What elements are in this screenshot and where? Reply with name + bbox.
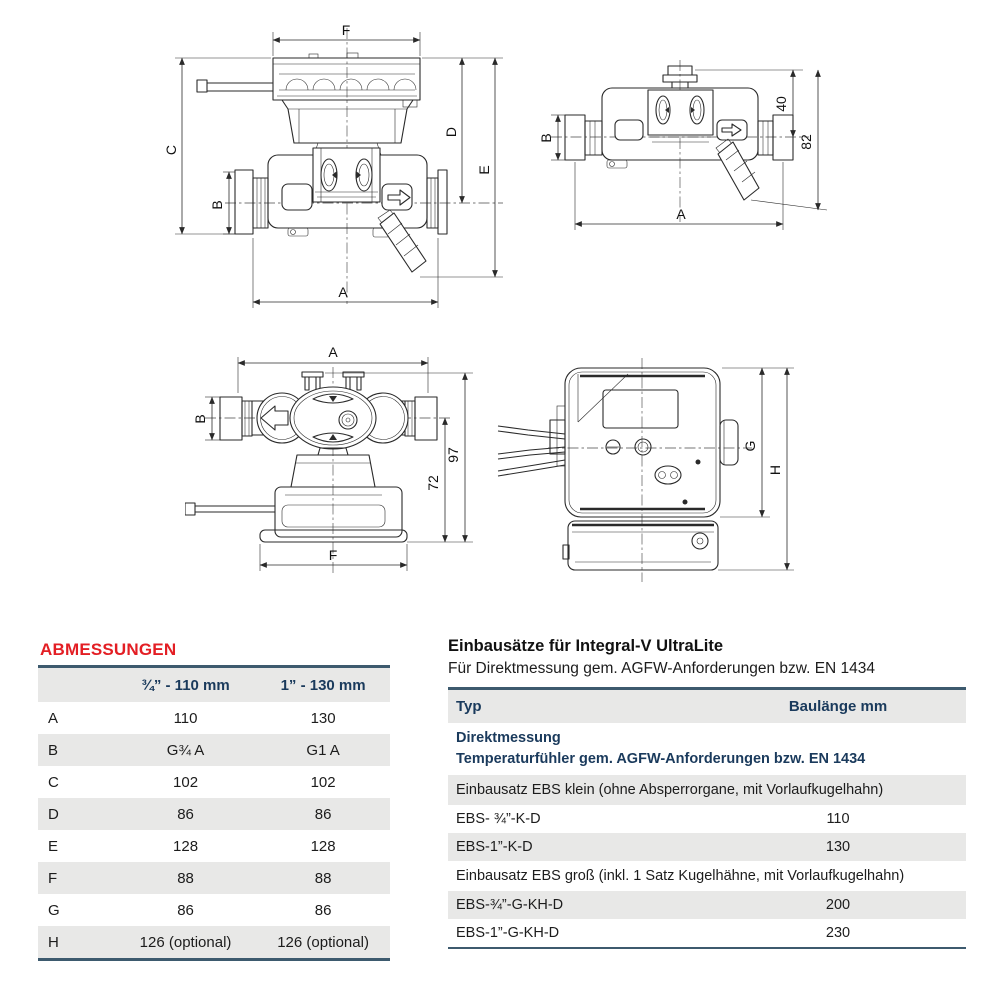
table-row [38, 830, 390, 862]
group-row [448, 861, 966, 891]
header-col-1: 1” - 130 mm [256, 667, 390, 703]
value-cell: 110 [173, 709, 198, 727]
value-cell: 110 [826, 811, 850, 827]
einbausaetze-section [448, 637, 966, 949]
dim-letter: H [48, 933, 59, 951]
dim-label-g: G [742, 440, 758, 452]
value-cell: 200 [825, 897, 851, 913]
section-line2: Temperaturfühler gem. AGFW-Anforderungen bzw. EN 1434 [456, 751, 866, 767]
einbausaetze-table [448, 687, 966, 949]
dim-label-d: D [443, 126, 459, 138]
dim-label-e: E [476, 165, 492, 175]
value-cell: G1 A [306, 741, 340, 759]
dim-letter: A [48, 709, 59, 727]
header-col-34: ¾” - 110 mm [115, 667, 256, 703]
type-cell: EBS- ¾”-K-D [456, 811, 541, 827]
value-cell: 130 [310, 709, 336, 727]
value-cell: 128 [310, 837, 336, 855]
dim-letter: C [48, 773, 59, 791]
section-row [448, 723, 966, 775]
dim-label-b3: B [192, 414, 208, 424]
group-row [448, 775, 966, 805]
dim-letter: F [48, 869, 58, 887]
dim-label-c: C [163, 144, 179, 156]
dim-label-f: F [341, 22, 351, 38]
dim-label-a3: A [328, 344, 338, 360]
header-baulaenge: Baulänge mm [710, 689, 966, 724]
table-row [38, 862, 390, 894]
dim-label-h: H [767, 464, 783, 476]
value-cell: 102 [310, 773, 336, 791]
table-header-row [448, 689, 966, 724]
value-cell: 88 [314, 869, 332, 887]
body-side-view-drawing [535, 30, 865, 265]
top-view-drawing [185, 335, 505, 600]
type-cell: EBS-1”-G-KH-D [456, 925, 560, 941]
table-row [38, 766, 390, 798]
dim-label-b: B [209, 200, 225, 210]
dim-letter: B [48, 741, 59, 759]
section-line1: Direktmessung [456, 730, 561, 746]
einbausaetze-title: Einbausätze für Integral-V UltraLite [448, 637, 724, 655]
abmessungen-table [38, 665, 390, 961]
value-cell: 128 [173, 837, 199, 855]
dim-letter: D [48, 805, 59, 823]
register-view-drawing [490, 350, 810, 595]
dim-label-a: A [338, 284, 348, 300]
table-row [38, 894, 390, 926]
table-row [38, 926, 390, 960]
front-view-drawing [85, 12, 515, 312]
value-cell: 86 [314, 901, 332, 919]
group-label: Einbausatz EBS klein (ohne Absperrorgane, mit Vorlaufkugelhahn) [456, 782, 884, 798]
type-cell: EBS-¾”-G-KH-D [456, 897, 564, 913]
dim-label-40: 40 [773, 96, 789, 112]
dim-letter: E [48, 837, 59, 855]
value-cell: 88 [177, 869, 194, 887]
header-empty [38, 667, 115, 703]
value-cell: 126 (optional) [277, 933, 369, 951]
table-row [38, 702, 390, 734]
dim-letter: G [48, 901, 60, 919]
table-row [38, 798, 390, 830]
table-row [448, 919, 966, 948]
dim-label-f3: F [328, 547, 338, 563]
table-row [448, 891, 966, 919]
value-cell: 130 [825, 839, 851, 855]
table-row [448, 805, 966, 833]
value-cell: 86 [177, 805, 194, 823]
header-typ: Typ [448, 689, 710, 724]
group-label: Einbausatz EBS groß (inkl. 1 Satz Kugelhähne, mit Vorlaufkugelhahn) [456, 868, 905, 884]
abmessungen-section [38, 640, 390, 961]
dim-label-72: 72 [425, 475, 441, 491]
value-cell: 86 [177, 901, 194, 919]
table-header-row [38, 667, 390, 703]
dim-label-82: 82 [798, 134, 814, 150]
abmessungen-heading: ABMESSUNGEN [40, 640, 177, 659]
dim-label-a2: A [676, 206, 686, 222]
einbausaetze-subtitle: Für Direktmessung gem. AGFW-Anforderungen bzw. EN 1434 [448, 660, 876, 677]
value-cell: 86 [314, 805, 332, 823]
table-row [38, 734, 390, 766]
value-cell: G¾ A [166, 741, 205, 759]
dim-label-97: 97 [445, 447, 461, 463]
value-cell: 102 [173, 773, 199, 791]
value-cell: 126 (optional) [139, 933, 232, 951]
table-row [448, 833, 966, 861]
dim-label-b2: B [538, 133, 554, 143]
type-cell: EBS-1”-K-D [456, 839, 533, 855]
value-cell: 230 [825, 925, 851, 941]
